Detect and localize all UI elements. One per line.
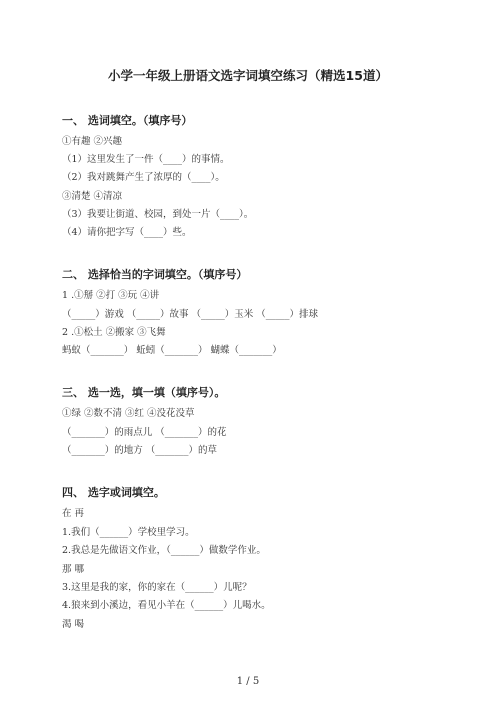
section-2-options-1: 1 .①掰 ②打 ③玩 ④讲 (62, 290, 160, 301)
section-4-question-2: 2.我总是先做语文作业，（______）做数学作业。 (62, 545, 266, 556)
section-3-heading: 三、 选一选，填一填（填序号）。 (62, 386, 226, 399)
section-1-question-2: （2）我对跳舞产生了浓厚的（____）。 (62, 172, 225, 183)
section-4-question-1: 1.我们（______）学校里学习。 (62, 527, 195, 538)
section-2-options-2: 2 .①松土 ②搬家 ③飞舞 (62, 327, 166, 338)
page-number: 1 / 5 (236, 676, 260, 687)
section-1-options-a: ①有趣 ②兴趣 (62, 136, 123, 147)
section-1-question-1: （1）这里发生了一件（____）的事情。 (62, 154, 230, 165)
section-1-question-4: （4）请你把字写（____）些。 (62, 227, 192, 238)
section-4-question-3: 3.这里是我的家，你的家在（______）儿呢？ (62, 582, 252, 593)
section-3-options: ①绿 ②数不清 ③红 ④没花没草 (62, 408, 195, 419)
section-4-chars-b: 那 哪 (62, 564, 85, 575)
section-2-blanks-2: 蚂蚁（_______） 蚯蚓（_______） 蝴蝶（_______） (62, 345, 282, 356)
section-4-chars-a: 在 再 (62, 508, 85, 519)
page-title: 小学一年级上册语文选字词填空练习（精选15道） (108, 68, 388, 83)
section-4-question-4: 4.狼来到小溪边，看见小羊在（______）儿喝水。 (62, 600, 271, 611)
section-1-question-3: （3）我要让街道、校园，到处一片（____）。 (62, 209, 254, 220)
section-1-heading: 一、 选词填空。（填序号） (62, 114, 193, 127)
section-4-chars-c: 渴 喝 (62, 619, 85, 630)
section-2-blanks-1: （_____）游戏 （_____）故事 （_____）玉米 （_____）排球 (62, 309, 319, 320)
section-3-row-1: （_______）的雨点儿 （_______）的花 (62, 427, 227, 438)
section-3-row-2: （_______）的地方 （_______）的草 (62, 445, 218, 456)
section-1-options-b: ③清楚 ④清凉 (62, 191, 123, 202)
section-4-heading: 四、 选字或词填空。 (62, 486, 165, 499)
section-2-heading: 二、 选择恰当的字词填空。（填序号） (62, 268, 248, 281)
